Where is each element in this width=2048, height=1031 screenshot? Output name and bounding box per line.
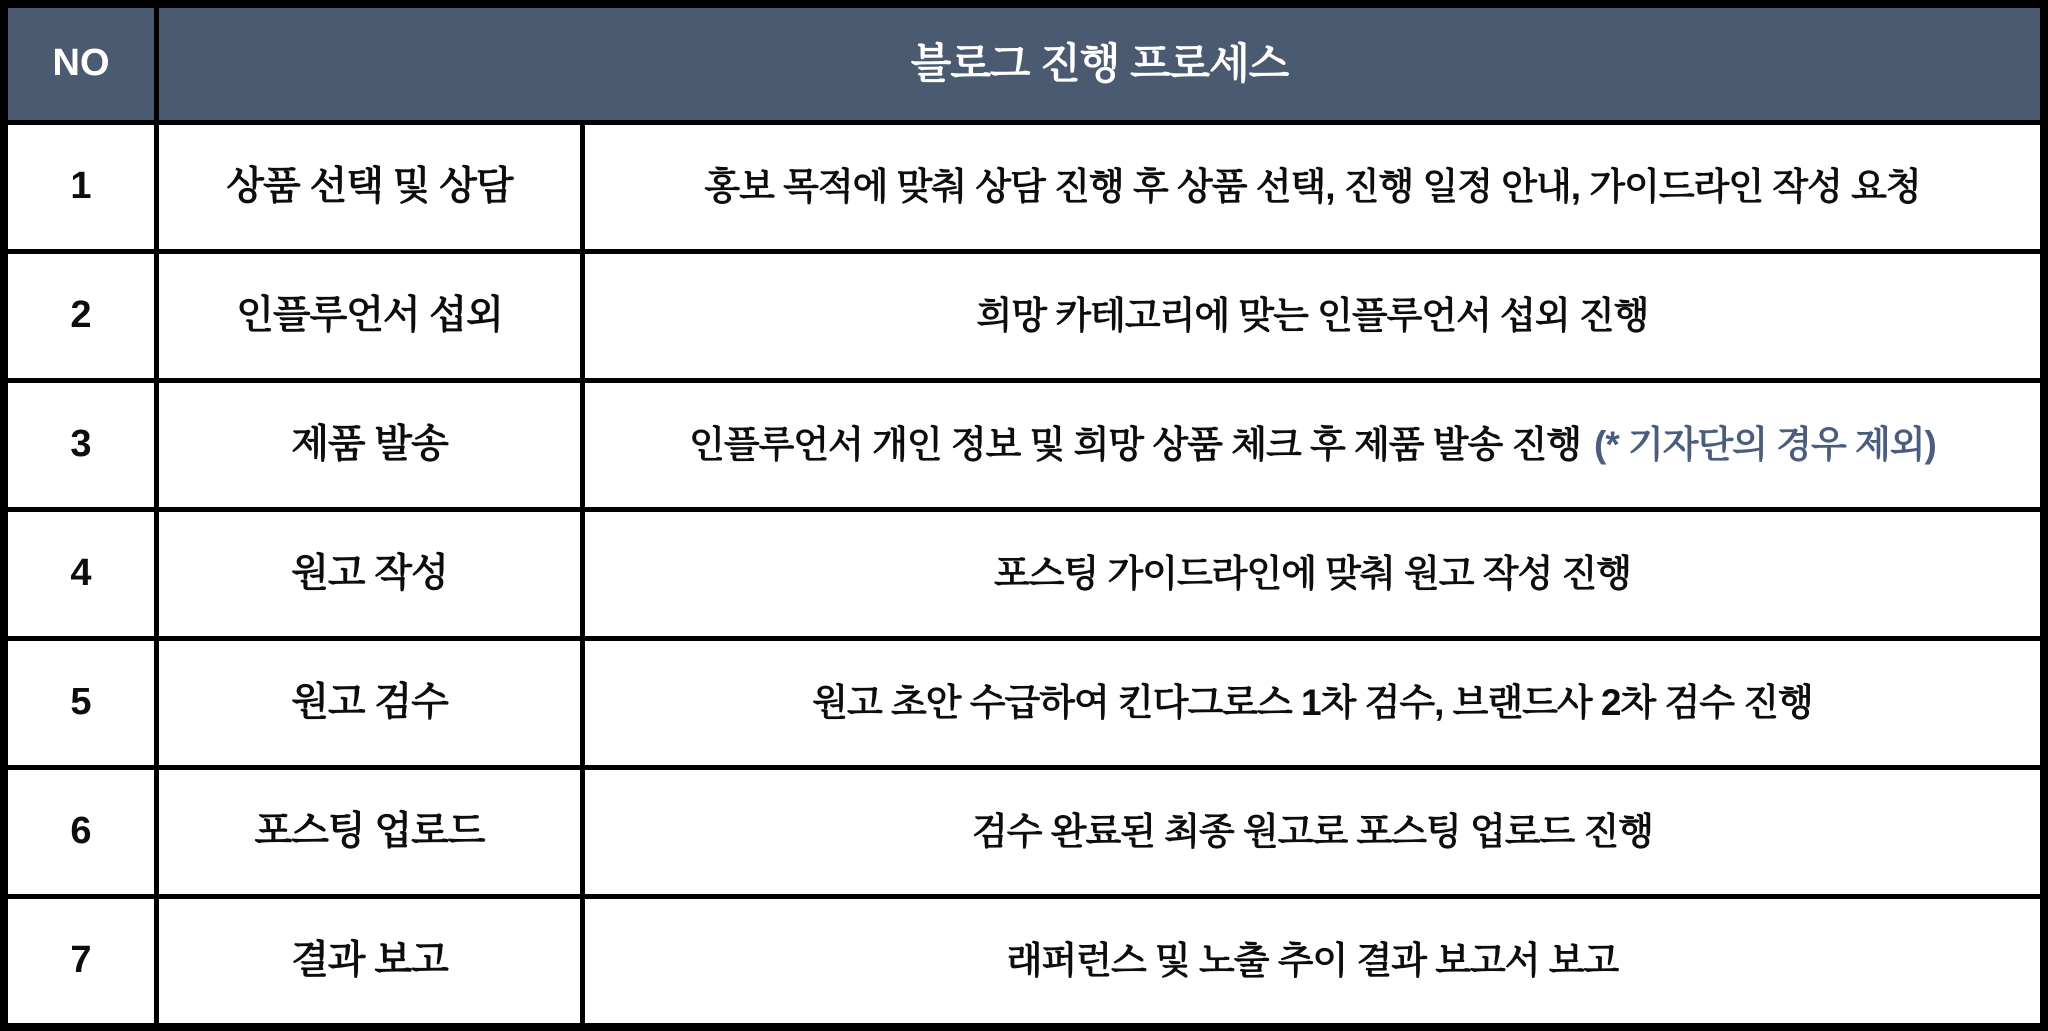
table-row [8,770,2040,894]
table-row [8,512,2040,636]
table-title: 블로그 진행 프로세스 [159,8,2040,120]
description-text: 희망 카테고리에 맞는 인플루언서 섭외 진행 [976,294,1649,336]
step-name-cell: 인플루언서 섭외 [159,254,580,378]
step-description-cell [585,899,2040,1023]
table-row [8,125,2040,249]
header-no-cell: NO [8,8,154,120]
step-description-cell [585,770,2040,894]
row-number-cell: 2 [8,254,154,378]
table-row [8,254,2040,378]
description-text: 검수 완료된 최종 원고로 포스팅 업로드 진행 [971,810,1654,852]
step-name-cell: 결과 보고 [159,899,580,1023]
table-header-row [8,8,2040,120]
row-number-cell: 5 [8,641,154,765]
description-text: 원고 초안 수급하여 킨다그로스 1차 검수, 브랜드사 2차 검수 진행 [812,681,1813,723]
step-description-cell [585,383,2040,507]
row-number-cell: 6 [8,770,154,894]
step-description-cell [585,641,2040,765]
description-text: 포스팅 가이드라인에 맞춰 원고 작성 진행 [993,552,1631,594]
row-number-cell: 1 [8,125,154,249]
step-description-cell [585,125,2040,249]
table-row [8,641,2040,765]
step-name-cell: 포스팅 업로드 [159,770,580,894]
description-note: (* 기자단의 경우 제외) [1594,423,1936,465]
step-name-cell: 제품 발송 [159,383,580,507]
row-number-cell: 4 [8,512,154,636]
description-text: 래퍼런스 및 노출 추이 결과 보고서 보고 [1006,939,1619,981]
table-row [8,899,2040,1023]
step-name-cell: 상품 선택 및 상담 [159,125,580,249]
description-text: 홍보 목적에 맞춰 상담 진행 후 상품 선택, 진행 일정 안내, 가이드라인 작성 요청 [704,165,1921,207]
step-name-cell: 원고 검수 [159,641,580,765]
row-number-cell: 7 [8,899,154,1023]
step-name-cell: 원고 작성 [159,512,580,636]
step-description-cell [585,254,2040,378]
row-number-cell: 3 [8,383,154,507]
step-description-cell [585,512,2040,636]
description-text: 인플루언서 개인 정보 및 희망 상품 체크 후 제품 발송 진행 [689,423,1582,465]
table-row [8,383,2040,507]
